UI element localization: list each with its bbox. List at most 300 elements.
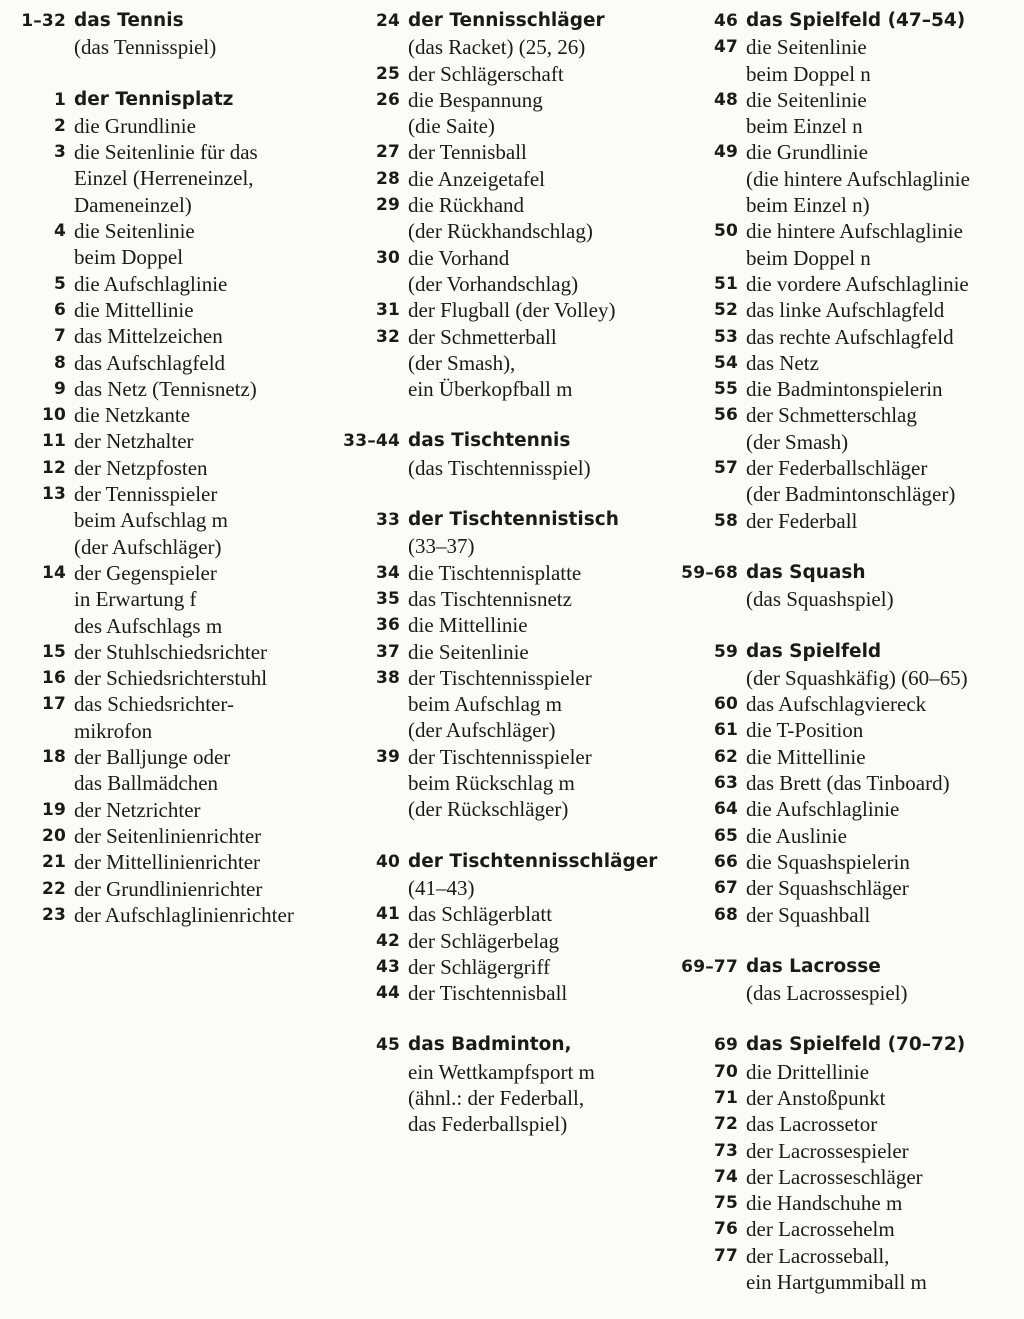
entry-number: 14 [41,562,66,583]
entry-line: der Tennisspieler [74,482,218,507]
entry-number: 58 [713,510,738,531]
entry-number: 57 [713,458,738,479]
entry-line: der Balljunge oder [74,745,231,770]
entry-number: 55 [713,379,738,400]
entry-text [746,1243,1021,1296]
entry-line: der Tennisschläger [408,10,605,31]
entry-number: 25 [375,63,400,84]
entry-text [408,1032,663,1137]
entry-text [746,8,1021,34]
entry-text [408,297,663,323]
entry-line: (das Racket) (25, 26) [408,35,586,60]
entry-line: beim Doppel [74,245,184,270]
glossary-entry [18,481,328,560]
entry-text [74,902,328,928]
entry-number: 49 [713,142,738,163]
entry-line: beim Aufschlag m [408,692,562,717]
entry-text [746,1138,1021,1164]
entry-line: der Grundlinienrichter [74,876,263,901]
entry-line: der Federballschläger [746,456,928,481]
entry-text [746,1032,1021,1058]
glossary-entry [18,560,328,639]
entry-text [746,376,1021,402]
glossary-entry [18,876,328,902]
entry-number: 33–44 [343,431,400,452]
glossary-entry [676,324,1021,350]
entry-number: 59 [713,641,738,662]
section-gap [338,823,663,849]
entry-text [74,139,328,218]
glossary-entry [338,928,663,954]
entry-text [746,1085,1021,1111]
entry-line: die Seitenlinie [408,639,529,664]
entry-number: 70 [713,1061,738,1082]
entry-number: 7 [53,326,66,347]
entry-text [408,612,663,638]
glossary-entry [18,639,328,665]
entry-number: 15 [41,641,66,662]
entry-line: die Bespannung [408,87,543,112]
entry-text [746,770,1021,796]
entry-number: 19 [41,799,66,820]
entry-number: 74 [713,1166,738,1187]
glossary-entry [338,61,663,87]
entry-text [74,744,328,797]
entry-line: der Gegenspieler [74,560,217,585]
entry-line: die Netzkante [74,403,191,428]
entry-number: 40 [375,851,400,872]
glossary-entry [676,1164,1021,1190]
entry-line: die Auslinie [746,823,847,848]
entry-line: das linke Aufschlagfeld [746,298,945,323]
entry-text [746,1111,1021,1137]
glossary-entry [676,744,1021,770]
section-heading-entry [18,87,328,113]
entry-text [74,823,328,849]
entry-line: der Tischtennisspieler [408,665,592,690]
entry-text [408,586,663,612]
entry-number: 66 [713,851,738,872]
entry-text [746,796,1021,822]
section-heading-entry [18,8,328,61]
entry-number: 64 [713,799,738,820]
glossary-entry [338,297,663,323]
entry-line: das Federballspiel) [408,1112,568,1137]
entry-number: 33 [375,510,400,531]
entry-line: der Netzrichter [74,797,201,822]
glossary-entry [18,902,328,928]
entry-number: 1 [53,89,66,110]
entry-number: 43 [375,956,400,977]
entry-line: die Vorhand [408,245,510,270]
entry-number: 10 [41,405,66,426]
entry-line: (der Squashkäfig) (60–65) [746,665,968,690]
glossary-entry [18,455,328,481]
entry-line: das Lacrossetor [746,1112,878,1137]
entry-text [746,691,1021,717]
glossary-entry [676,1111,1021,1137]
entry-number: 77 [713,1245,738,1266]
entry-number: 5 [53,273,66,294]
entry-line: das Aufschlagviereck [746,692,927,717]
entry-line: das Badminton, [408,1034,572,1056]
entry-line: beim Aufschlag m [74,508,228,533]
entry-line: die hintere Aufschlaglinie [746,219,963,244]
entry-line: der Mittellinienrichter [74,850,261,875]
entry-line: der Federball [746,508,858,533]
entry-line: das Spielfeld (70–72) [746,1034,966,1056]
entry-line: Einzel (Herreneinzel, [74,166,254,191]
entry-number: 12 [41,457,66,478]
entry-line: die Squashspielerin [746,849,910,874]
glossary-entry [18,323,328,349]
glossary-entry [676,350,1021,376]
glossary-entry [676,455,1021,508]
entry-number: 44 [375,983,400,1004]
entry-text [408,665,663,744]
entry-text [408,901,663,927]
entry-line: der Squashball [746,902,871,927]
entry-line: die Grundlinie [74,113,196,138]
entry-number: 67 [713,878,738,899]
glossary-entry [18,376,328,402]
entry-line: das Spielfeld (47–54) [746,10,966,31]
entry-text [74,639,328,665]
entry-line: beim Einzel n [746,114,863,139]
entry-line: (ähnl.: der Federball, [408,1085,585,1110]
entry-number: 72 [713,1114,738,1135]
section-heading-entry [338,428,663,481]
entry-text [746,560,1021,613]
glossary-entry [676,770,1021,796]
glossary-entry [338,139,663,165]
entry-line: der Lacrosseball, [746,1243,890,1268]
glossary-entry [338,192,663,245]
section-heading-entry [676,560,1021,613]
entry-number: 27 [375,142,400,163]
section-heading-entry [338,8,663,61]
glossary-entry [338,665,663,744]
entry-number: 65 [713,825,738,846]
entry-text [74,218,328,271]
entry-number: 26 [375,89,400,110]
entry-line: (der Rückhandschlag) [408,219,593,244]
entry-text [74,849,328,875]
glossary-entry [676,297,1021,323]
glossary-entry [18,849,328,875]
glossary-entry [676,402,1021,455]
entry-line: die Tischtennisplatte [408,560,582,585]
entry-line: der Tischtennistisch [408,509,619,531]
glossary-entry [18,691,328,744]
entry-line: die vordere Aufschlaglinie [746,271,969,296]
entry-text [74,87,328,113]
entry-text [74,691,328,744]
entry-line: der Squashschläger [746,876,909,901]
section-gap [676,928,1021,954]
entry-line: (das Lacrossespiel) [746,981,908,1006]
entry-text [746,297,1021,323]
glossary-entry [676,1138,1021,1164]
entry-number: 9 [53,378,66,399]
entry-line: das Tischtennisnetz [408,586,572,611]
entry-text [74,428,328,454]
glossary-entry [676,139,1021,218]
entry-line: das Tennis [74,10,184,31]
entry-number: 37 [375,641,400,662]
entry-line: das Aufschlagfeld [74,350,226,375]
entry-number: 51 [713,273,738,294]
entry-text [746,639,1021,692]
glossary-entry [676,271,1021,297]
entry-number: 18 [41,747,66,768]
entry-text [746,402,1021,455]
entry-text [74,113,328,139]
section-gap [676,613,1021,639]
glossary-entry [338,901,663,927]
entry-line: die Mittellinie [746,744,866,769]
glossary-entry [676,823,1021,849]
glossary-entry [18,218,328,271]
entry-text [408,245,663,298]
entry-line: die Rückhand [408,193,525,218]
entry-number: 45 [375,1035,400,1056]
glossary-entry [676,34,1021,87]
glossary-entry [676,1190,1021,1216]
section-gap [338,481,663,507]
entry-text [74,560,328,639]
section-heading-entry [338,507,663,560]
entry-number: 6 [53,299,66,320]
entry-number: 52 [713,300,738,321]
entry-number: 28 [375,168,400,189]
entry-line: beim Einzel n) [746,193,870,218]
entry-text [408,192,663,245]
entry-text [746,1190,1021,1216]
section-gap [676,534,1021,560]
entry-text [746,717,1021,743]
entry-line: das Netz [746,350,819,375]
entry-text [408,560,663,586]
entry-line: (der Vorhandschlag) [408,271,579,296]
entry-number: 30 [375,247,400,268]
entry-number: 76 [713,1219,738,1240]
section-heading-entry [676,1032,1021,1058]
entry-line: die Mittellinie [74,297,194,322]
entry-text [746,875,1021,901]
entry-line: das Schiedsrichter- [74,692,234,717]
entry-line: das Spielfeld [746,640,882,662]
entry-line: der Stuhlschiedsrichter [74,639,268,664]
entry-line: der Lacrossespieler [746,1138,909,1163]
entry-text [74,797,328,823]
entry-line: (der Rückschläger) [408,797,569,822]
entry-line: die Seitenlinie für das [74,140,258,165]
entry-text [746,218,1021,271]
entry-line: (der Badmintonschläger) [746,482,956,507]
glossary-entry [338,612,663,638]
entry-text [408,928,663,954]
entry-text [408,744,663,823]
glossary-entry [338,245,663,298]
entry-line: die Mittellinie [408,613,528,638]
entry-text [746,508,1021,534]
entry-text [746,1164,1021,1190]
entry-text [74,665,328,691]
entry-line: die Seitenlinie [746,87,867,112]
entry-text [746,350,1021,376]
glossary-entry [18,297,328,323]
entry-line: der Tennisball [408,140,527,165]
entry-line: der Anstoßpunkt [746,1085,886,1110]
glossary-entry [338,954,663,980]
entry-line: der Schlägergriff [408,954,551,979]
entry-number: 36 [375,615,400,636]
entry-line: das Lacrosse [746,955,881,977]
glossary-entry [676,376,1021,402]
entry-number: 32 [375,326,400,347]
entry-text [408,639,663,665]
glossary-entry [18,823,328,849]
entry-number: 24 [375,11,400,31]
entry-number: 41 [375,904,400,925]
entry-number: 4 [53,221,66,242]
entry-number: 11 [41,431,66,452]
entry-text [746,744,1021,770]
glossary-entry [338,324,663,403]
entry-text [408,8,663,61]
section-gap [18,61,328,87]
entry-text [746,849,1021,875]
entry-text [408,428,663,481]
entry-line: die Aufschlaglinie [74,271,228,296]
entry-line: beim Rückschlag m [408,771,575,796]
entry-line: der Lacrossehelm [746,1217,895,1242]
entry-text [408,980,663,1006]
column-2 [338,8,663,1138]
glossary-entry [676,849,1021,875]
glossary-entry [676,902,1021,928]
glossary-entry [676,717,1021,743]
entry-text [746,455,1021,508]
entry-text [74,323,328,349]
entry-number: 47 [713,37,738,58]
entry-text [74,402,328,428]
entry-text [746,1059,1021,1085]
entry-number: 73 [713,1140,738,1161]
entry-line: (der Aufschläger) [74,534,222,559]
entry-number: 42 [375,930,400,951]
entry-number: 29 [375,195,400,216]
entry-text [746,823,1021,849]
entry-number: 35 [375,588,400,609]
entry-line: das Brett (das Tinboard) [746,771,950,796]
entry-line: das Tischtennis [408,430,571,452]
glossary-entry [18,797,328,823]
entry-number: 53 [713,326,738,347]
entry-text [74,455,328,481]
glossary-entry [18,665,328,691]
entry-text [74,376,328,402]
entry-text [408,61,663,87]
entry-number: 21 [41,852,66,873]
entry-line: der Seitenlinienrichter [74,823,262,848]
entry-line: beim Doppel n [746,61,871,86]
entry-number: 16 [41,668,66,689]
entry-text [408,849,663,902]
entry-number: 50 [713,221,738,242]
entry-text [74,8,328,61]
entry-number: 46 [713,11,738,31]
section-heading-entry [338,849,663,902]
entry-line: der Tischtennisball [408,981,568,1006]
entry-line: (der Aufschläger) [408,718,556,743]
entry-line: beim Doppel n [746,245,871,270]
glossary-entry [676,1085,1021,1111]
entry-line: das Mittelzeichen [74,324,223,349]
entry-line: der Flugball (der Volley) [408,298,616,323]
glossary-entry [676,1059,1021,1085]
entry-number: 1–32 [21,11,66,31]
section-heading-entry [676,639,1021,692]
entry-number: 75 [713,1193,738,1214]
entry-line: das Netz (Tennisnetz) [74,376,257,401]
entry-text [746,1216,1021,1242]
entry-number: 2 [53,115,66,136]
entry-number: 63 [713,773,738,794]
entry-number: 71 [713,1087,738,1108]
entry-number: 3 [53,142,66,163]
glossary-entry [676,1216,1021,1242]
section-gap [338,402,663,428]
glossary-entry [338,744,663,823]
entry-number: 48 [713,89,738,110]
entry-line: die Anzeigetafel [408,166,546,191]
entry-line: der Lacrosseschläger [746,1164,923,1189]
entry-line: (33–37) [408,534,475,559]
section-heading-entry [676,954,1021,1007]
entry-line: der Tennisplatz [74,88,234,110]
entry-number: 69 [713,1035,738,1056]
entry-number: 62 [713,746,738,767]
glossary-entry [18,744,328,797]
glossary-entry [676,218,1021,271]
entry-number: 56 [713,405,738,426]
section-heading-entry [676,8,1021,34]
entry-line: der Aufschlaglinienrichter [74,902,294,927]
entry-number: 31 [375,300,400,321]
glossary-entry [676,87,1021,140]
entry-line: der Schmetterball [408,324,557,349]
entry-line: das Squash [746,561,866,583]
entry-line: das rechte Aufschlagfeld [746,324,954,349]
entry-line: Dameneinzel) [74,192,192,217]
column-1 [18,8,328,928]
entry-line: die Aufschlaglinie [746,797,900,822]
entry-line: (die hintere Aufschlaglinie [746,166,970,191]
glossary-entry [18,428,328,454]
glossary-entry [676,1243,1021,1296]
entry-number: 59–68 [681,562,738,583]
section-gap [338,1006,663,1032]
entry-line: das Schlägerblatt [408,902,553,927]
entry-line: das Ballmädchen [74,771,219,796]
entry-line: mikrofon [74,718,153,743]
entry-line: ein Wettkampfsport m [408,1059,595,1084]
entry-line: der Tischtennisschläger [408,850,658,872]
entry-number: 17 [41,694,66,715]
entry-line: des Aufschlags m [74,613,223,638]
